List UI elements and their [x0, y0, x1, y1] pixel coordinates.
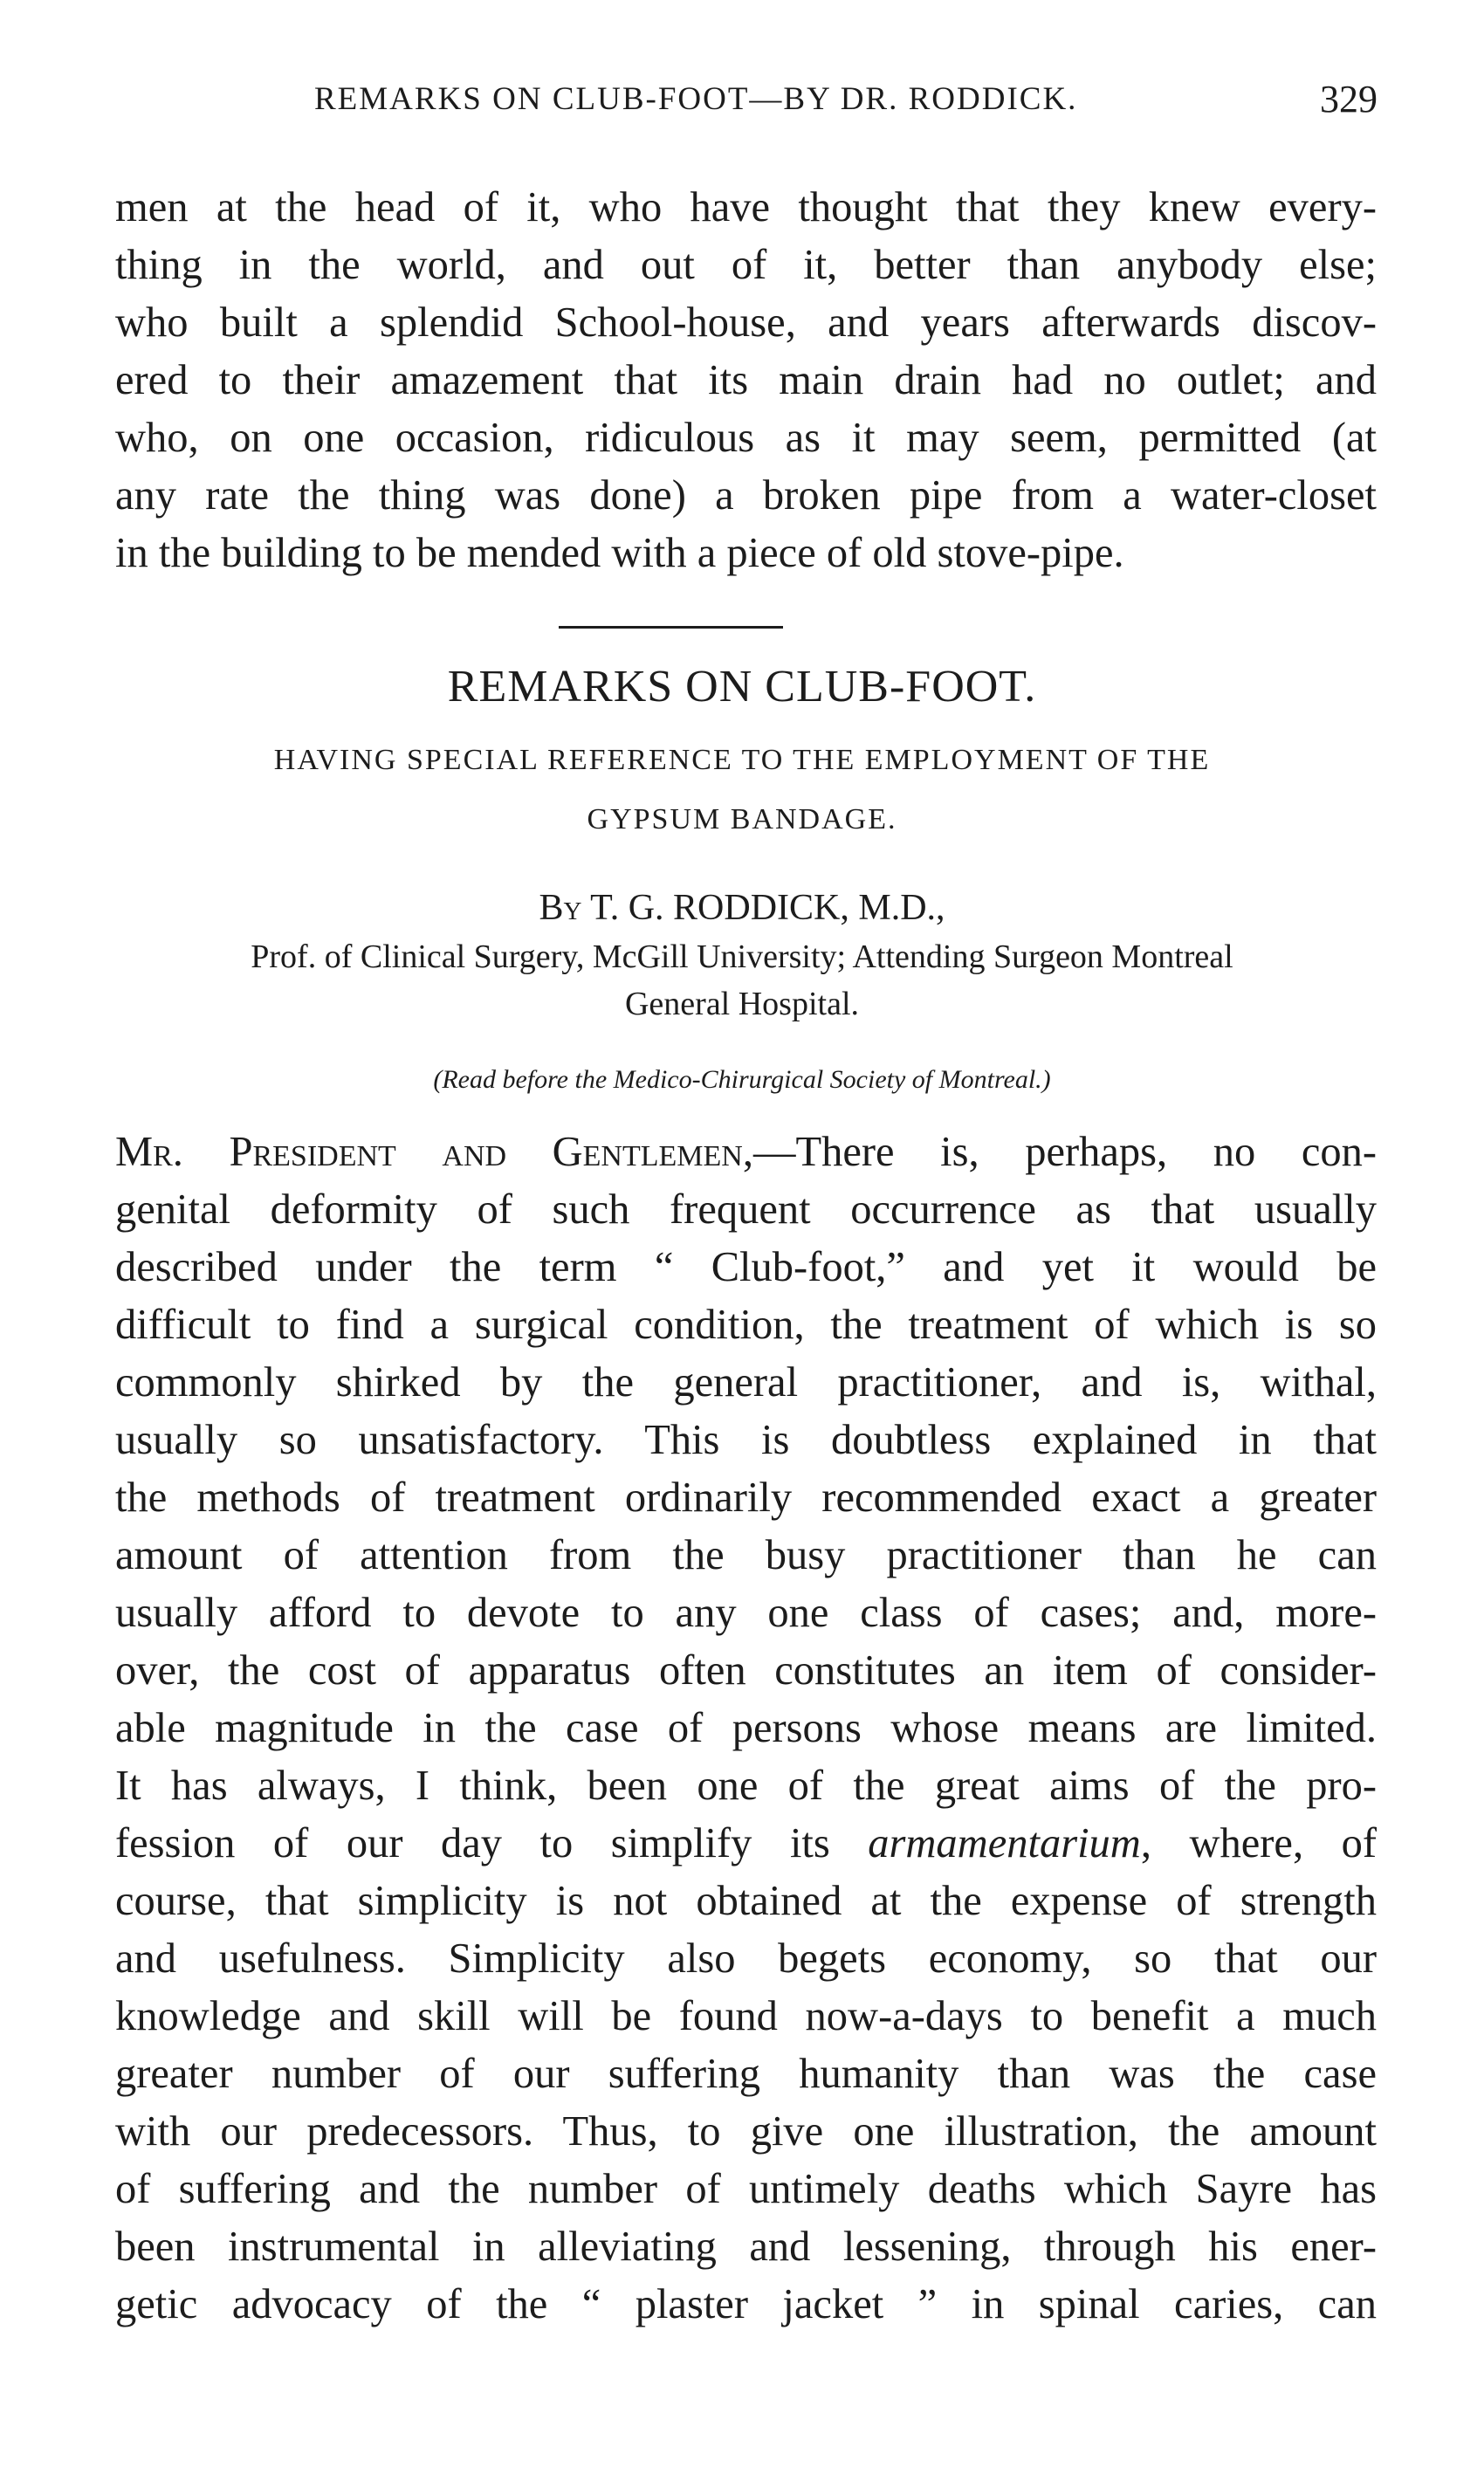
body-line: described under the term “ Club-foot,” and yet it would be	[115, 1244, 1377, 1290]
article-subtitle-line: HAVING SPECIAL REFERENCE TO THE EMPLOYMENT OF THE	[273, 744, 1211, 776]
body-line-text: , where, of	[1140, 1820, 1377, 1866]
continuation-line: thing in the world, and out of it, better than anybody else;	[115, 242, 1377, 288]
continuation-line: men at the head of it, who have thought that they knew every-	[115, 184, 1377, 230]
page-number: 329	[1320, 78, 1378, 120]
continuation-line: who, on one occasion, ridiculous as it may seem, permitted (at	[115, 415, 1377, 461]
body-line: amount of attention from the busy practitioner than he can	[115, 1532, 1377, 1578]
italic-term: armamentarium	[868, 1820, 1141, 1866]
body-line: and usefulness. Simplicity also begets economy, so that our	[115, 1935, 1377, 1982]
continuation-line: any rate the thing was done) a broken pipe from a water-closet	[115, 472, 1377, 519]
body-line: been instrumental in alleviating and lessening, through his ener-	[115, 2224, 1377, 2270]
running-head: REMARKS ON CLUB-FOOT—BY DR. RODDICK.	[314, 81, 1078, 117]
body-line: usually afford to devote to any one class of cases; and, more-	[115, 1590, 1377, 1636]
article-subtitle-line: GYPSUM BANDAGE.	[587, 803, 897, 835]
body-line: greater number of our suffering humanity than was the case	[115, 2051, 1377, 2097]
body-line: knowledge and skill will be found now-a-days to benefit a much	[115, 1993, 1377, 2039]
byline-prefix: By	[539, 888, 582, 928]
read-before-note: (Read before the Medico-Chirurgical Society of Montreal.)	[433, 1065, 1051, 1094]
body-line: usually so unsatisfactory. This is doubtless explained in that	[115, 1417, 1377, 1463]
author-affiliation-line: Prof. of Clinical Surgery, McGill University; Attending Surgeon Montreal	[251, 938, 1233, 975]
body-line: commonly shirked by the general practitioner, and is, withal,	[115, 1359, 1377, 1406]
author-byline	[0, 887, 1484, 929]
body-line: over, the cost of apparatus often constitutes an item of consider-	[115, 1647, 1377, 1694]
body-line-text: —There is, perhaps, no con-	[752, 1129, 1378, 1175]
body-line-text: fession of our day to simplify its	[115, 1820, 869, 1866]
article-title: REMARKS ON CLUB-FOOT.	[447, 662, 1037, 712]
continuation-line: who built a splendid School-house, and years afterwards discov-	[115, 299, 1377, 346]
body-line: course, that simplicity is not obtained at the expense of strength	[115, 1878, 1377, 1924]
body-line: the methods of treatment ordinarily recommended exact a greater	[115, 1475, 1377, 1521]
body-line	[115, 1131, 1377, 1174]
body-line: of suffering and the number of untimely deaths which Sayre has	[115, 2166, 1377, 2212]
body-line: able magnitude in the case of persons whose means are limited.	[115, 1705, 1377, 1751]
section-divider	[559, 626, 783, 629]
body-line: genital deformity of such frequent occurrence as that usually	[115, 1186, 1377, 1233]
body-line: difficult to find a surgical condition, the treatment of which is so	[115, 1302, 1377, 1348]
opening-salutation: Mr. President and Gentlemen,	[115, 1129, 753, 1175]
body-line	[115, 1820, 1377, 1866]
author-affiliation-line: General Hospital.	[624, 986, 860, 1022]
continuation-line: ered to their amazement that its main drain had no outlet; and	[115, 357, 1377, 403]
body-line: getic advocacy of the “ plaster jacket ” in spinal caries, can	[115, 2281, 1377, 2327]
continuation-line: in the building to be mended with a piece of old stove-pipe.	[115, 530, 1124, 576]
body-line: It has always, I think, been one of the great aims of the pro-	[115, 1763, 1377, 1809]
author-name: T. G. RODDICK, M.D.,	[590, 888, 945, 928]
body-line: with our predecessors. Thus, to give one illustration, the amount	[115, 2108, 1377, 2155]
